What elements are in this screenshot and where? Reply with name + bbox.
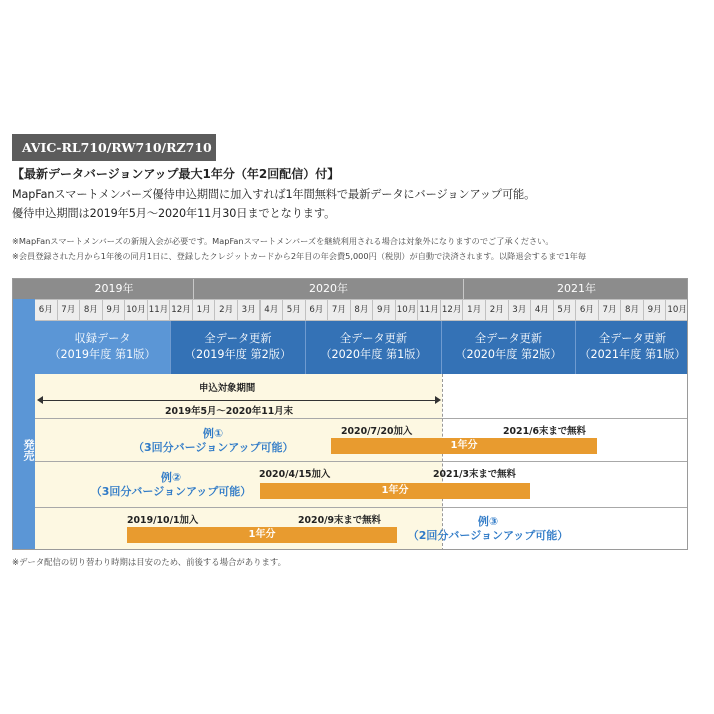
period-range: 2019年5月～2020年11月末 xyxy=(165,406,294,417)
release-version: （2020年度 第1版） xyxy=(320,348,427,361)
release-title: 全データ更新 xyxy=(204,332,272,345)
description-line-2: 優待申込期間は2019年5月～2020年11月30日までとなります。 xyxy=(12,207,336,220)
month-cell: 2月 xyxy=(214,299,238,321)
month-cell: 12月 xyxy=(169,299,193,321)
month-cell: 9月 xyxy=(372,299,396,321)
release-version: （2019年度 第1版） xyxy=(49,348,156,361)
year-2020: 2020年 xyxy=(194,279,464,299)
sidebar-label: 発売 xyxy=(22,439,35,461)
month-cell: 4月 xyxy=(530,299,554,321)
description-line-1: MapFanスマートメンバーズ優待申込期間に加入すれば1年間無料で最新データにバージョンアップ可能。 xyxy=(12,188,536,201)
example-title: 例② xyxy=(160,471,182,484)
month-cell: 10月 xyxy=(124,299,148,321)
month-cell: 8月 xyxy=(350,299,374,321)
month-cell: 7月 xyxy=(598,299,622,321)
month-cell: 10月 xyxy=(665,299,688,321)
model-tag: AVIC-RL710/RW710/RZ710 xyxy=(12,134,216,161)
example-3-join-date: 2019/10/1加入 xyxy=(127,515,199,526)
example-subtitle: （3回分バージョンアップ可能） xyxy=(133,441,294,454)
month-cell: 5月 xyxy=(553,299,577,321)
example-1-free-until: 2021/6末まで無料 xyxy=(503,426,586,437)
month-cell: 10月 xyxy=(395,299,419,321)
month-cell: 3月 xyxy=(237,299,261,321)
example-subtitle: （2回分バージョンアップ可能） xyxy=(407,529,569,542)
row-divider xyxy=(35,461,688,462)
arrow-left-icon xyxy=(37,396,43,404)
month-cell: 8月 xyxy=(620,299,644,321)
update-timeline-chart xyxy=(12,278,688,550)
example-title: 例① xyxy=(202,427,224,440)
example-title: 例③ xyxy=(477,515,499,528)
month-cell: 9月 xyxy=(643,299,667,321)
year-header-row xyxy=(13,279,688,299)
month-cell: 7月 xyxy=(327,299,351,321)
period-arrow xyxy=(41,400,437,401)
release-version: （2021年度 第1版） xyxy=(579,348,686,361)
release-cell-1 xyxy=(35,321,171,374)
row-divider xyxy=(35,507,688,508)
month-cell: 6月 xyxy=(34,299,58,321)
month-cell: 7月 xyxy=(57,299,81,321)
year-2021: 2021年 xyxy=(557,282,596,295)
example-2-bar: 1年分 xyxy=(260,483,530,499)
example-2-join-date: 2020/4/15加入 xyxy=(259,469,331,480)
month-cell: 8月 xyxy=(79,299,103,321)
release-cell-5 xyxy=(576,321,688,374)
example-1-label xyxy=(133,427,293,455)
example-3-bar: 1年分 xyxy=(127,527,397,543)
month-cell: 11月 xyxy=(147,299,171,321)
month-cell: 6月 xyxy=(305,299,329,321)
release-sidebar xyxy=(13,299,35,550)
release-cell-3 xyxy=(306,321,442,374)
period-title: 申込対象期間 xyxy=(199,383,256,394)
release-title: 全データ更新 xyxy=(598,332,667,345)
release-title: 全データ更新 xyxy=(339,332,408,345)
example-2-free-until: 2021/3末まで無料 xyxy=(433,469,516,480)
footnote: ※データ配信の切り替わり時期は目安のため、前後する場合があります。 xyxy=(12,557,287,567)
example-2-label xyxy=(81,471,261,499)
example-1-bar: 1年分 xyxy=(331,438,597,454)
month-cell: 5月 xyxy=(282,299,306,321)
month-cell: 4月 xyxy=(260,299,284,321)
year-2019: 2019年 xyxy=(35,279,194,299)
month-cell: 9月 xyxy=(102,299,126,321)
month-cell: 11月 xyxy=(417,299,441,321)
month-cell: 12月 xyxy=(440,299,464,321)
month-cell: 1月 xyxy=(192,299,216,321)
month-cell: 1月 xyxy=(462,299,486,321)
example-subtitle: （3回分バージョンアップ可能） xyxy=(90,485,252,498)
release-title: 全データ更新 xyxy=(474,332,543,345)
offer-heading: 【最新データバージョンアップ最大1年分（年2回配信）付】 xyxy=(12,167,340,181)
release-cell-4 xyxy=(442,321,576,374)
example-3-label xyxy=(398,515,578,543)
month-cell: 6月 xyxy=(575,299,599,321)
note-line-2: ※会員登録された月から1年後の同月1日に、登録したクレジットカードから2年目の年会費5,000円（税別）が自動で決済されます。以降退会するまで1年毎 xyxy=(12,251,587,261)
example-3-free-until: 2020/9末まで無料 xyxy=(298,515,381,526)
note-line-1: ※MapFanスマートメンバーズの新規入会が必要です。MapFanスマートメンバーズを継続利用される場合は対象外になりますのでご了承ください。 xyxy=(12,236,554,246)
arrow-right-icon xyxy=(435,396,441,404)
release-title: 収録データ xyxy=(74,332,131,345)
example-1-join-date: 2020/7/20加入 xyxy=(341,426,413,437)
release-version: （2019年度 第2版） xyxy=(184,348,292,361)
release-version: （2020年度 第2版） xyxy=(455,348,562,361)
month-cell: 3月 xyxy=(508,299,532,321)
row-divider xyxy=(35,418,688,419)
month-cell: 2月 xyxy=(485,299,509,321)
release-cell-2 xyxy=(171,321,306,374)
